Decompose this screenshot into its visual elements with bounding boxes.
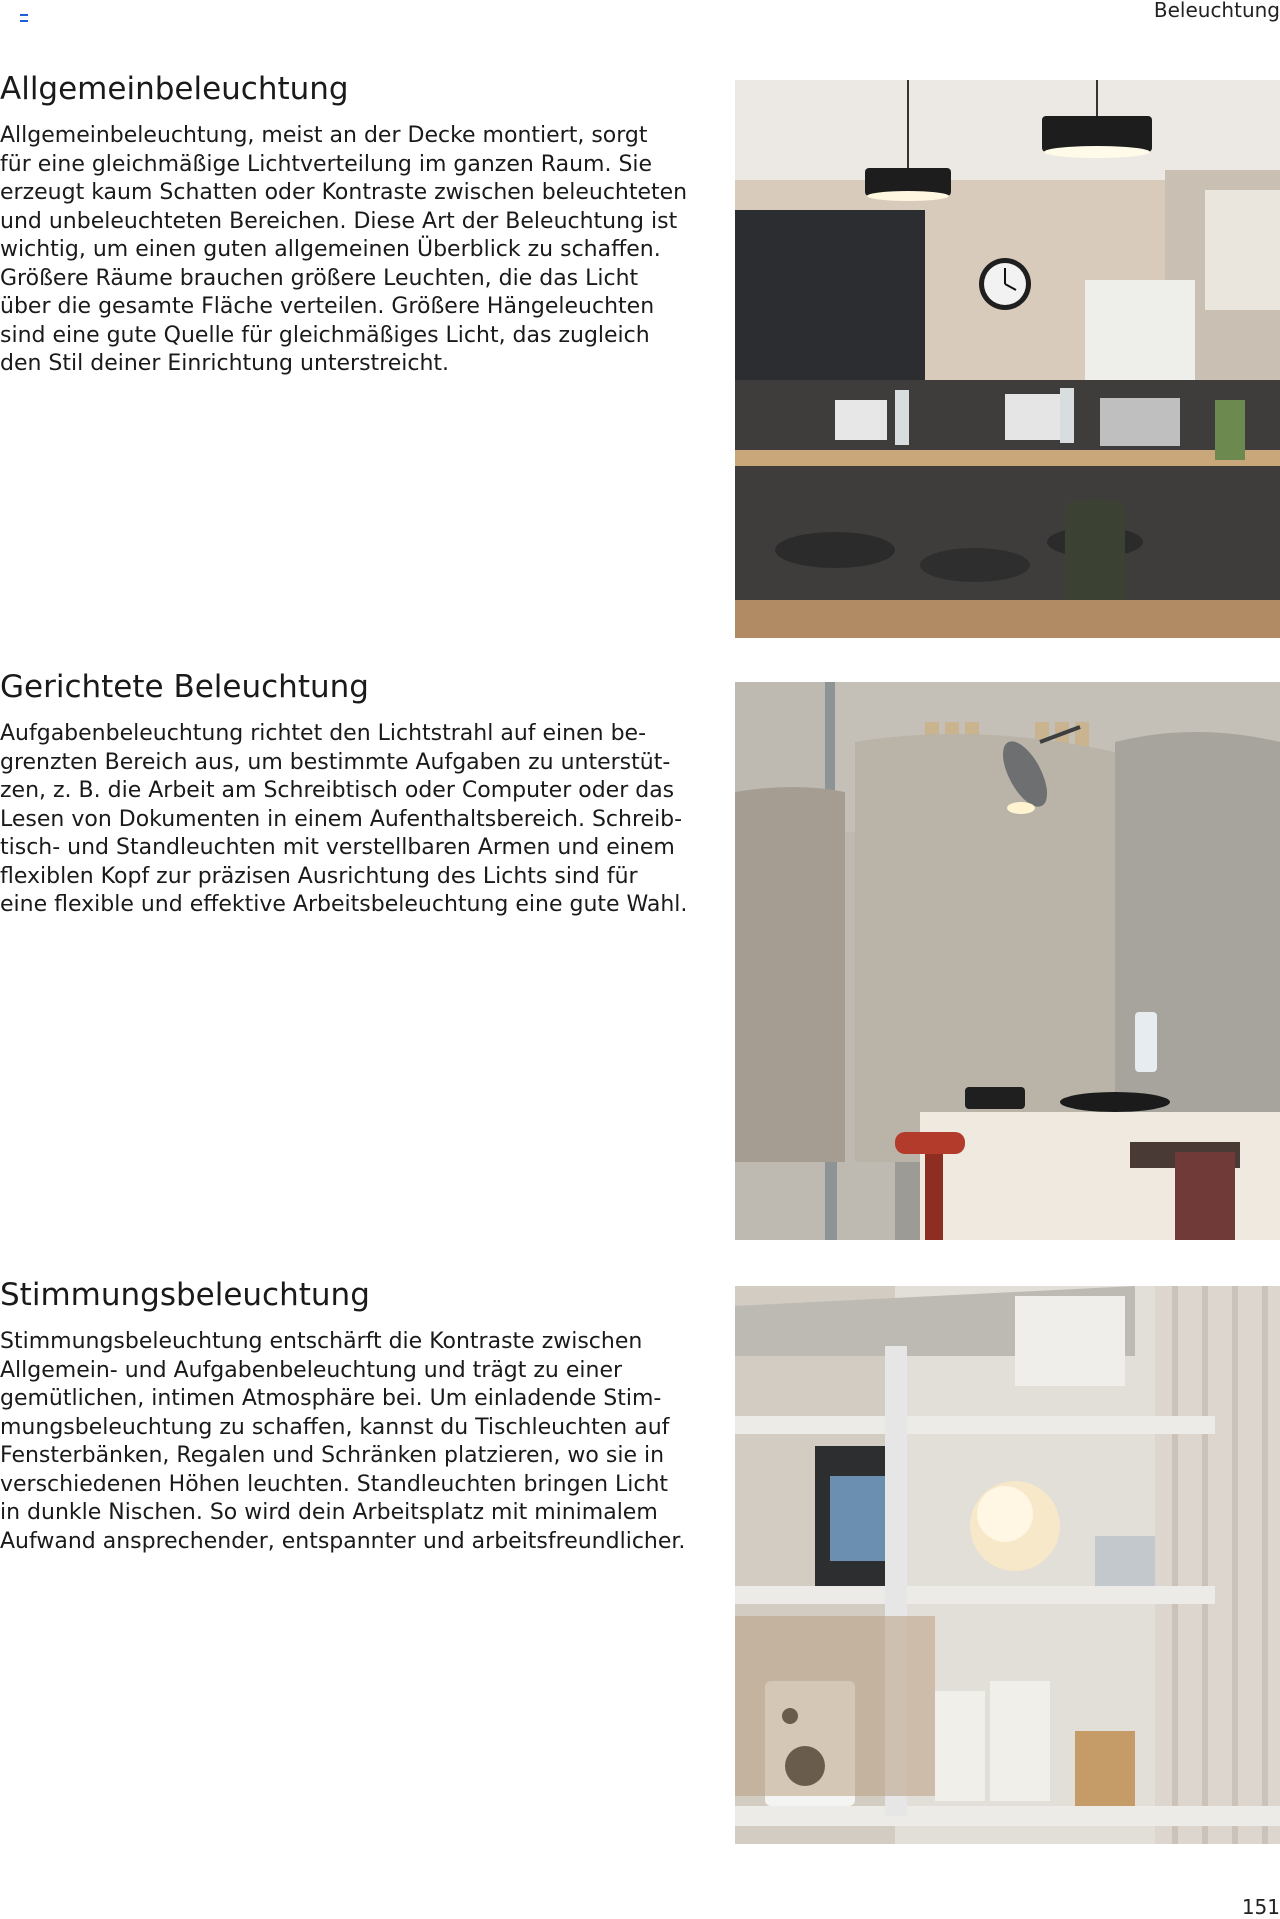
- desk-lamp-workstation-photo: [735, 682, 1280, 1240]
- page-number: 151: [1241, 1895, 1280, 1919]
- section-body: Stimmungsbeleuchtung entschärft die Kontraste zwischen Allgemein- und Aufgabenbeleuchtung und trägt zu einer gemütlichen, intimen Atmosphäre bei. Um einladende Stim- mungsbeleuchtung zu schaffen, kannst du Tischleuchten auf Fensterbänken, Regalen und Schränken platzieren, wo sie in verschiedenen Höhen leuchten. Standleuchten bringen Licht in dunkle Nischen. So wird dein Arbeitsplatz mit minimalem Aufwand ansprechender, entspannter und arbeitsfreundlicher.: [0, 1329, 686, 1554]
- office-pendant-lights-photo: [735, 80, 1280, 638]
- section-heading: Gerichtete Beleuchtung: [0, 669, 369, 705]
- section-body: Aufgabenbeleuchtung richtet den Lichtstrahl auf einen be- grenzten Bereich aus, um bestimmte Aufgaben zu unterstüt- zen, z. B. die Arbeit am Schreibtisch oder Computer oder das Lesen von Dokumenten in einem Aufenthaltsbereich. Schreib- tisch- und Standleuchten mit verstellbaren Armen und einem flexiblen Kopf zur präzisen Ausrichtung des Lichts sind für eine flexible und effektive Arbeitsbeleuchtung eine gute Wahl.: [0, 721, 688, 917]
- shelf-globe-lamp-photo: [735, 1286, 1280, 1844]
- section-heading: Stimmungsbeleuchtung: [0, 1277, 370, 1313]
- running-head: Beleuchtung: [1153, 0, 1280, 22]
- section-body: Allgemeinbeleuchtung, meist an der Decke montiert, sorgt für eine gleichmäßige Lichtverteilung im ganzen Raum. Sie erzeugt kaum Schatten oder Kontraste zwischen beleuchteten und unbeleuchteten Bereichen. Diese Art der Beleuchtung ist wichtig, um einen guten allgemeinen Überblick zu schaffen. Größere Räume brauchen größere Leuchten, die das Licht über die gesamte Fläche verteilen. Größere Hängeleuchten sind eine gute Quelle für gleichmäßiges Licht, das zugleich den Stil deiner Einrichtung unterstreicht.: [0, 123, 688, 376]
- section-heading: Allgemeinbeleuchtung: [0, 71, 349, 107]
- section-task-lighting: [0, 668, 1280, 1238]
- page-link-marker[interactable]: [20, 6, 28, 22]
- section-general-lighting: [0, 68, 1280, 640]
- section-ambient-lighting: [0, 1276, 1280, 1866]
